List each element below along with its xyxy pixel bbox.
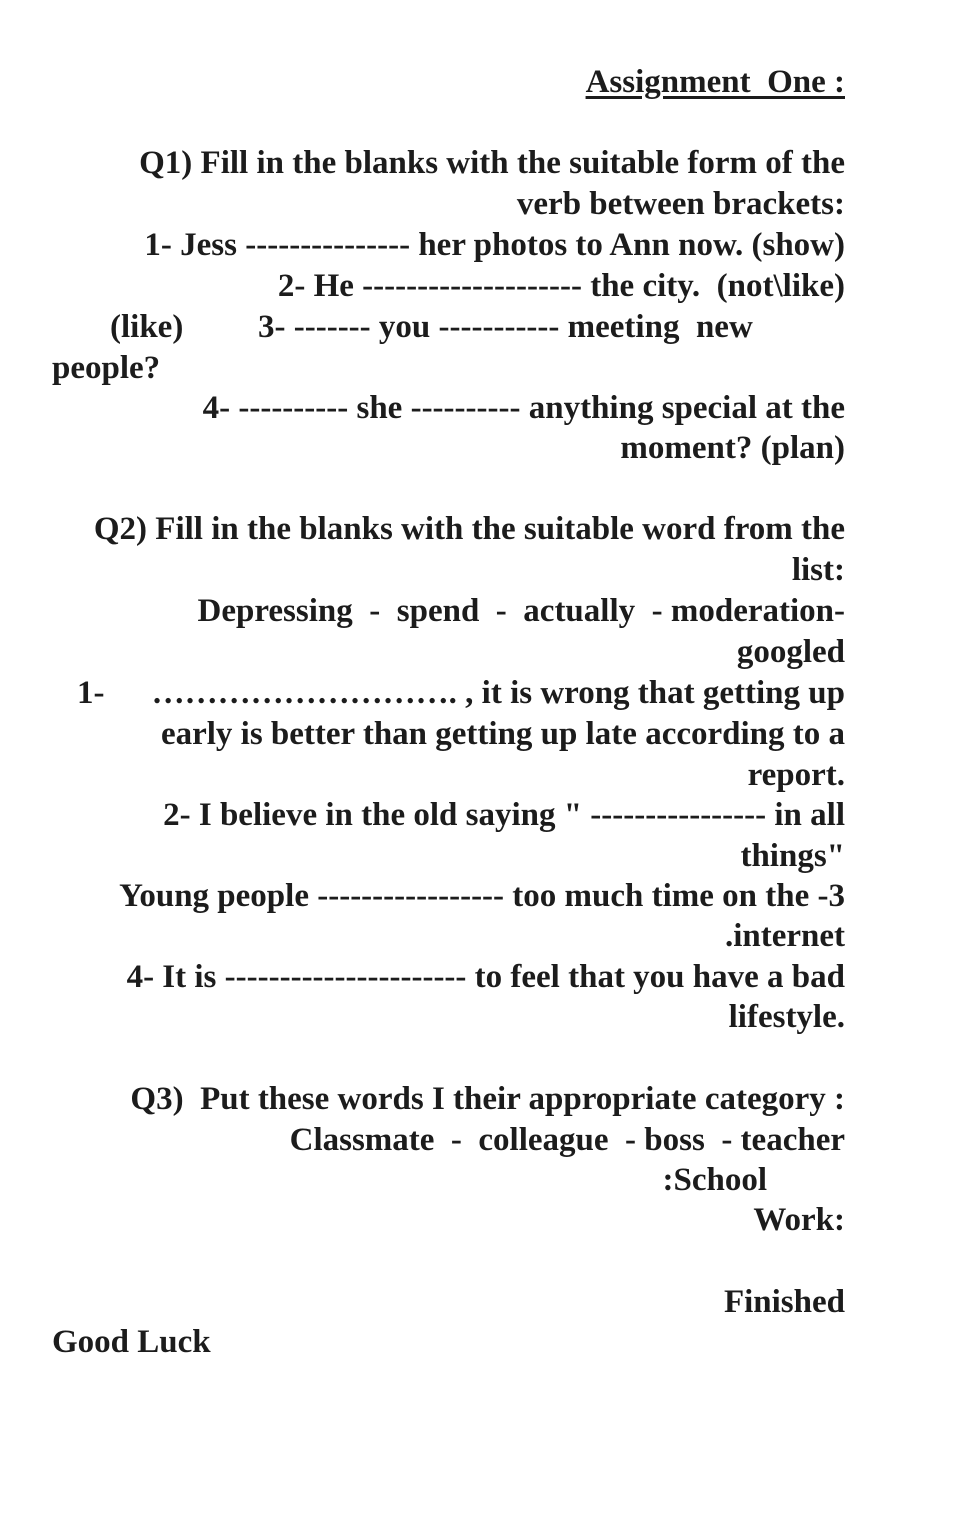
- q1-heading-line2: verb between brackets:: [516, 186, 845, 222]
- q2-heading-line2: list:: [791, 552, 845, 588]
- q1-item-3-end: people?: [52, 350, 161, 386]
- q1-item-3: 3- ------- you ----------- meeting new: [258, 309, 753, 345]
- q2-item-4-line1: 4- It is ---------------------- to feel that you have a bad: [126, 959, 845, 995]
- q2-item-2-line2: things": [740, 838, 845, 874]
- q1-heading-line1: Q1) Fill in the blanks with the suitable form of the: [139, 145, 845, 181]
- assignment-title: Assignment One :: [585, 64, 845, 100]
- q1-item-4-line2: moment? (plan): [620, 430, 845, 466]
- q2-word-list-line2: googled: [736, 634, 845, 670]
- good-luck-label: Good Luck: [52, 1324, 211, 1360]
- q2-heading-line1: Q2) Fill in the blanks with the suitable word from the: [93, 511, 845, 547]
- q3-category-school: :School: [662, 1162, 767, 1198]
- q2-item-1-number: 1-: [77, 675, 105, 711]
- q2-item-2-line1: 2- I believe in the old saying " ---------------- in all: [163, 797, 845, 833]
- q2-word-list-line1: Depressing - spend - actually - moderation-: [197, 593, 845, 629]
- q1-item-3-hint: (like): [110, 309, 184, 345]
- q1-item-1: 1- Jess --------------- her photos to Ann now. (show): [144, 227, 845, 263]
- q3-word-list: Classmate - colleague - boss - teacher: [289, 1122, 845, 1158]
- q2-item-1-line2: early is better than getting up late according to a: [160, 716, 845, 752]
- q2-item-4-line2: lifestyle.: [728, 999, 845, 1035]
- q3-heading: Q3) Put these words I their appropriate category :: [130, 1081, 845, 1117]
- finished-label: Finished: [723, 1284, 845, 1320]
- q1-item-4-line1: 4- ---------- she ---------- anything special at the: [202, 390, 845, 426]
- q2-item-1-line3: report.: [747, 757, 845, 793]
- q2-item-1-line1: ………………………. , it is wrong that getting up: [151, 675, 845, 711]
- q1-item-2: 2- He -------------------- the city. (not\like): [277, 268, 845, 304]
- q3-category-work: Work:: [753, 1202, 845, 1238]
- q2-item-3-line1: Young people ----------------- too much time on the -3: [119, 878, 845, 914]
- q2-item-3-line2: .internet: [724, 918, 845, 954]
